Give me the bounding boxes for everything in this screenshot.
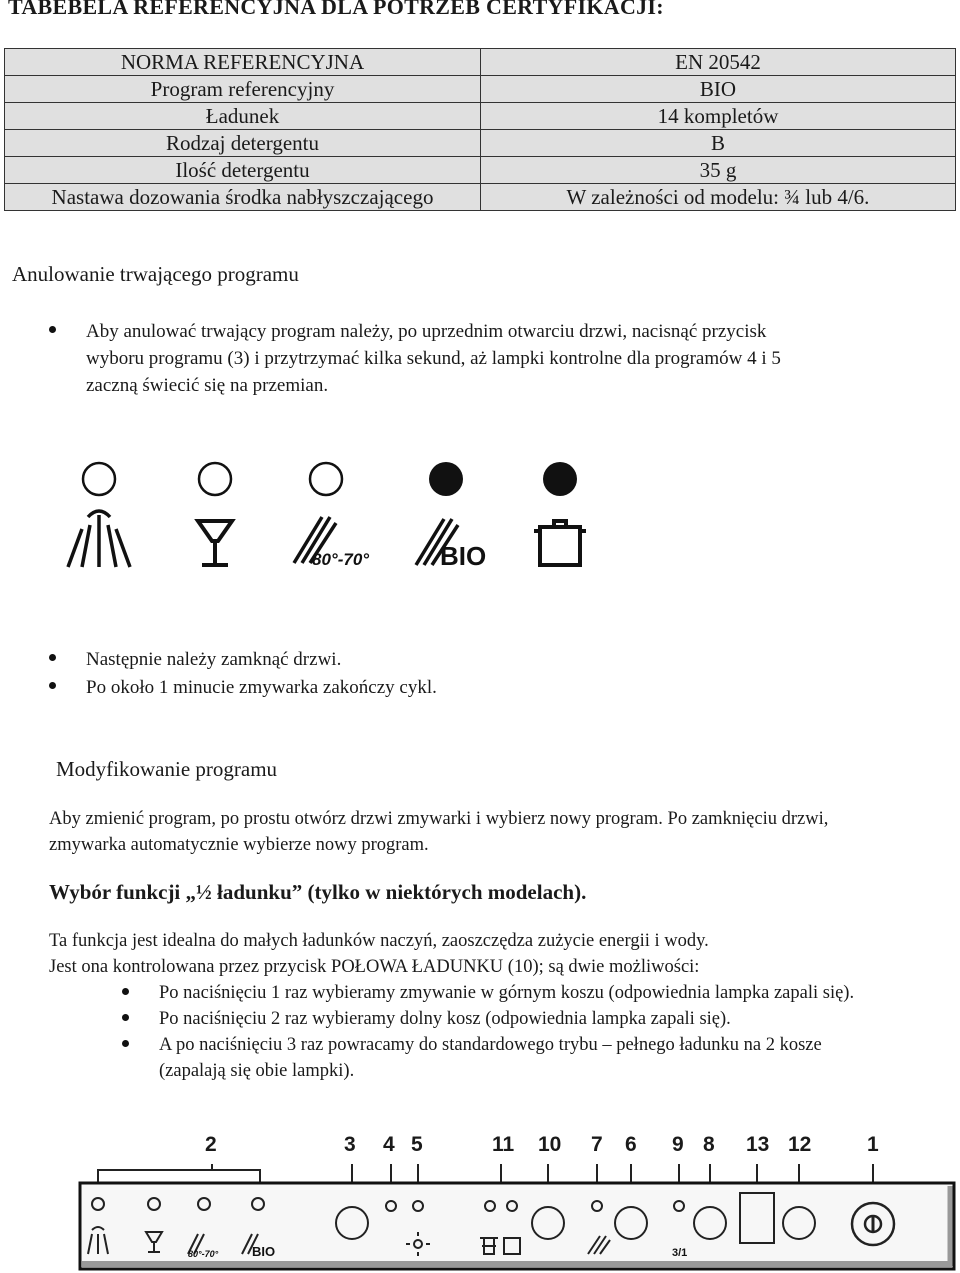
modify-text-line-1: Aby zmienić program, po prostu otwórz drzwi zmywarki i wybierz nowy program. Po zamknięciu drzwi,	[49, 809, 829, 829]
cancel-instruction-line-3: zaczną świecić się na przemian.	[86, 375, 329, 396]
lamp-off-icon	[199, 463, 231, 495]
half-load-text-line-2: Jest ona kontrolowana przez przycisk POŁOWA ŁADUNKU (10); są dwie możliwości:	[49, 957, 700, 977]
cycle-end-instruction: Po około 1 minucie zmywarka zakończy cykl.	[86, 677, 437, 698]
panel-number-3: 3	[344, 1133, 356, 1156]
pot-icon	[534, 521, 586, 565]
panel-number-12: 12	[788, 1133, 812, 1156]
table-cell-value: W zależności od modelu: ¾ lub 4/6.	[481, 184, 956, 211]
half-load-option-2: Po naciśnięciu 2 raz wybieramy dolny kosz (odpowiednia lampka zapali się).	[159, 1009, 731, 1029]
panel-number-4: 4	[383, 1133, 395, 1156]
panel-number-10: 10	[538, 1133, 562, 1156]
cancel-instruction-line-1: Aby anulować trwający program należy, po uprzednim otwarciu drzwi, nacisnąć przycisk	[86, 321, 767, 342]
panel-number-6: 6	[625, 1133, 637, 1156]
shower-icon	[68, 511, 130, 567]
table-cell-value: 35 g	[481, 157, 956, 184]
close-door-instruction: Następnie należy zamknąć drzwi.	[86, 649, 342, 670]
modify-text-line-2: zmywarka automatycznie wybierze nowy program.	[49, 835, 429, 855]
bullet	[49, 654, 56, 661]
reference-table	[4, 48, 956, 211]
half-load-text-line-1: Ta funkcja jest idealna do małych ładunków naczyń, zaoszczędza zużycie energii i wody.	[49, 931, 709, 951]
temperature-80-70-label: 80°-70°	[312, 550, 370, 569]
bio-label: BIO	[440, 541, 487, 571]
half-load-option-3: A po naciśnięciu 3 raz powracamy do standardowego trybu – pełnego ładunku na 2 kosze	[159, 1035, 822, 1055]
program-indicators-figure	[60, 455, 500, 585]
panel-number-1: 1	[867, 1133, 879, 1156]
modify-section-title: Modyfikowanie programu	[56, 757, 278, 781]
table-row	[5, 76, 956, 103]
half-load-option-3-cont: (zapalają się obie lampki).	[159, 1061, 355, 1081]
panel-number-13: 13	[746, 1133, 770, 1156]
lamp-off-icon	[83, 463, 115, 495]
table-cell-label: Program referencyjny	[5, 76, 481, 103]
table-row	[5, 184, 956, 211]
cancel-section-title: Anulowanie trwającego programu	[12, 262, 299, 286]
half-load-option-1: Po naciśnięciu 1 raz wybieramy zmywanie w górnym koszu (odpowiednia lampka zapali się).	[159, 983, 855, 1003]
bullet	[122, 988, 129, 995]
lamp-on-icon	[543, 462, 577, 496]
table-cell-value: B	[481, 130, 956, 157]
panel-number-2: 2	[205, 1133, 217, 1156]
display-text: 3/1	[672, 1247, 688, 1259]
table-row	[5, 157, 956, 184]
glass-icon	[198, 521, 232, 565]
lamp-off-icon	[310, 463, 342, 495]
panel-number-11: 11	[492, 1133, 515, 1156]
lamp-on-icon	[429, 462, 463, 496]
table-row	[5, 130, 956, 157]
table-row	[5, 103, 956, 130]
panel-number-8: 8	[703, 1133, 715, 1156]
panel-temperature-label: 80°-70°	[188, 1249, 219, 1259]
table-cell-value: EN 20542	[481, 49, 956, 76]
table-row	[5, 49, 956, 76]
table-cell-label: Rodzaj detergentu	[5, 130, 481, 157]
table-cell-label: NORMA REFERENCYJNA	[5, 49, 481, 76]
panel-number-9: 9	[672, 1133, 684, 1156]
bullet	[122, 1014, 129, 1021]
bullet	[122, 1040, 129, 1047]
table-cell-value: 14 kompletów	[481, 103, 956, 130]
panel-number-7: 7	[591, 1133, 603, 1156]
page-heading: TABEBELA REFERENCYJNA DLA POTRZEB CERTYFIKACJI:	[8, 0, 664, 19]
table-cell-value: BIO	[481, 76, 956, 103]
bullet	[49, 682, 56, 689]
table-cell-label: Nastawa dozowania środka nabłyszczającego	[5, 184, 481, 211]
panel-number-5: 5	[411, 1133, 423, 1156]
panel-bio-label: BIO	[252, 1244, 276, 1259]
table-cell-label: Ilość detergentu	[5, 157, 481, 184]
control-panel-diagram	[0, 1156, 960, 1273]
pot-indicator-figure	[520, 455, 590, 585]
table-cell-label: Ładunek	[5, 103, 481, 130]
bullet	[49, 326, 56, 333]
cancel-instruction-line-2: wyboru programu (3) i przytrzymać kilka sekund, aż lampki kontrolne dla programów 4 i 5	[86, 348, 781, 369]
half-load-title: Wybór funkcji „½ ładunku” (tylko w niektórych modelach).	[49, 880, 587, 904]
